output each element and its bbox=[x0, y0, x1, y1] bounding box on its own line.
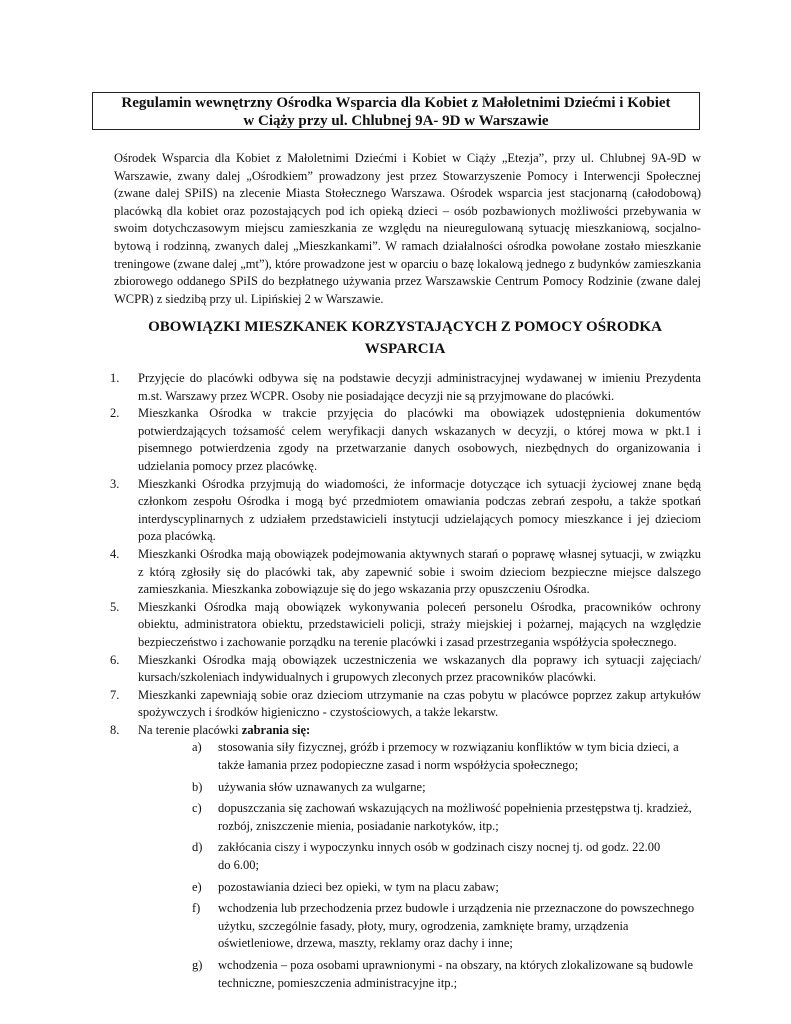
list-item bbox=[92, 405, 701, 475]
item-number: 5. bbox=[110, 599, 120, 614]
sub-letter: a) bbox=[192, 740, 202, 755]
sub-text: zakłócania ciszy i wypoczynku innych osób w godzinach ciszy nocnej tj. od godz. 22.00 bbox=[218, 840, 661, 855]
sub-letter: g) bbox=[192, 958, 203, 972]
list-item bbox=[92, 599, 701, 652]
item-number: 3. bbox=[110, 476, 120, 491]
list-item bbox=[92, 370, 701, 405]
item-text bbox=[138, 723, 310, 737]
sub-text: stosowania siły fizycznej, gróźb i przemocy w rozwiązaniu konfliktów w tym bicia dzieci, a także łamania przez podopieczne zasad i norm współżycia społecznego; bbox=[218, 740, 679, 773]
sublist-item bbox=[138, 779, 701, 797]
prohibitions-sublist bbox=[138, 739, 701, 992]
item-number: 6. bbox=[110, 652, 120, 667]
obligations-list bbox=[92, 370, 701, 996]
sub-letter: d) bbox=[192, 840, 203, 855]
sublist-item bbox=[138, 900, 701, 953]
title-line-2: w Ciąży przy ul. Chlubnej 9A- 9D w Warszawie bbox=[243, 113, 549, 129]
item-text: Mieszkanki Ośrodka przyjmują do wiadomości, że informacje dotyczące ich sytuacji życiowej znane będą członkom zespołu Ośrodka i mogą być przedmiotem omawiania podczas zebrań zespołu, a także spotkań interdyscyplinarnych z udziałem przedstawicieli instytucji udzielających pomocy mieszkance i jej dzieciom poza placówką. bbox=[138, 476, 701, 544]
sub-letter: c) bbox=[192, 801, 202, 816]
item-text: Mieszkanki Ośrodka mają obowiązek podejmowania aktywnych starań o poprawę własnej sytuacji, w związku z którą zgłosiły się do placówki tak, aby zapewnić sobie i swoim dzieciom bezpieczne miejsce dalszego zamieszkania. Mieszkanka zobowiązuje się do jego wskazania przy opuszczeniu Ośrodka. bbox=[138, 546, 701, 597]
sub-letter: b) bbox=[192, 779, 203, 794]
prohibitions-prefix: Na terenie placówki bbox=[138, 722, 242, 737]
sub-text: wchodzenia lub przechodzenia przez budowle i urządzenia nie przeznaczone do powszechnego użytku, szczególnie fasady, płoty, mury, ogrodzenia, zamknięte bramy, urządzenia oświetleniowe, drzewa, maszty, reklamy oraz dachy i inne; bbox=[218, 901, 695, 951]
sub-letter: f) bbox=[192, 901, 201, 916]
heading-line-2: WSPARCIA bbox=[364, 341, 446, 357]
prohibitions-bold-label: zabrania się: bbox=[241, 722, 311, 737]
list-item bbox=[92, 652, 701, 687]
sub-text: wchodzenia – poza osobami uprawnionymi - na obszary, na których zlokalizowane są budowle techniczne, pomieszczenia administracyjne itp.; bbox=[218, 958, 694, 990]
item-number: 7. bbox=[110, 687, 120, 702]
item-number: 1. bbox=[110, 371, 120, 385]
item-text: Mieszkanki Ośrodka mają obowiązek uczestniczenia we wskazanych dla poprawy ich sytuacji zajęciach/ kursach/szkoleniach indywidualnych i grupowych zleconych przez pracowników placówki. bbox=[138, 652, 701, 685]
item-number: 4. bbox=[110, 546, 120, 561]
sub-text: używania słów uznawanych za wulgarne; bbox=[218, 779, 426, 794]
section-heading bbox=[130, 316, 680, 360]
intro-paragraph: Ośrodek Wsparcia dla Kobiet z Małoletnimi Dziećmi i Kobiet w Ciąży „Etezja”, przy ul. Chlubnej 9A-9D w Warszawie, zwany dalej „Ośrodkiem” prowadzony jest przez Stowarzyszenie Pomocy i Interwencji Społecznej (zwane dalej SPiIS) na zlecenie Miasta Stołecznego Warszawa. Ośrodek wsparcia jest stacjonarną (całodobową) placówką dla kobiet oraz pozostających pod ich opieką dzieci – osób pozbawionych możliwości przebywania w swoim dotychczasowym miejscu zamieszkania ze względu na nieuregulowaną sytuację mieszkaniową, socjalno-bytową i rodzinną, zwanych dalej „Mieszkankami”. W ramach działalności ośrodka powołane zostało mieszkanie treningowe (zwane dalej „mt”), które prowadzone jest w oparciu o bazę lokalową jednego z budynków zamieszkania zbiorowego oddanego SPiIS do bezpłatnego używania przez Warszawskie Centrum Pomocy Rodzinie (zwane dalej WCPR) z siedzibą przy ul. Lipińskiej 2 w Warszawie. bbox=[114, 151, 701, 306]
item-text: Mieszkanki Ośrodka mają obowiązek wykonywania poleceń personelu Ośrodka, pracowników ochrony obiektu, administratora obiektu, przedstawicieli policji, straży miejskiej i pożarnej, mających na względzie bezpieczeństwo i zachowanie porządku na terenie placówki i zasad przestrzegania współżycia społecznego. bbox=[138, 599, 701, 649]
list-item bbox=[92, 687, 701, 722]
sublist-item bbox=[138, 957, 701, 992]
heading-line-1: OBOWIĄZKI MIESZKANEK KORZYSTAJĄCYCH Z POMOCY OŚRODKA bbox=[148, 319, 662, 335]
list-item bbox=[92, 546, 701, 599]
sublist-item bbox=[138, 879, 701, 897]
sub-text: dopuszczania się zachowań wskazujących na możliwość popełnienia przestępstwa tj. kradzież, rozbój, zniszczenie mienia, posiadanie narkotyków, itp.; bbox=[218, 801, 692, 833]
sub-letter: e) bbox=[192, 879, 202, 894]
sublist-item bbox=[138, 800, 701, 835]
item-number: 2. bbox=[110, 406, 120, 421]
item-text: Mieszkanka Ośrodka w trakcie przyjęcia do placówki ma obowiązek udostępnienia dokumentów potwierdzających tożsamość celem weryfikacji danych wskazanych w decyzji, o której mowa w pkt.1 i pisemnego potwierdzenia zgody na przetwarzanie danych osobowych, niezbędnych do organizowania i udzielania pomocy przez placówkę. bbox=[138, 406, 701, 473]
sub-text-continuation: do 6.00; bbox=[218, 858, 259, 873]
item-number: 8. bbox=[110, 722, 120, 737]
item-text: Przyjęcie do placówki odbywa się na podstawie decyzji administracyjnej wydawanej w imieniu Prezydenta m.st. Warszawy przez WCPR. Osoby nie posiadające decyzji nie są przyjmowane do placówki. bbox=[138, 371, 701, 403]
document-title bbox=[92, 92, 700, 130]
sub-text: pozostawiania dzieci bez opieki, w tym na placu zabaw; bbox=[218, 879, 499, 894]
sublist-item bbox=[138, 739, 701, 774]
list-item-prohibitions bbox=[92, 722, 701, 992]
sublist-item bbox=[138, 839, 701, 874]
list-item bbox=[92, 476, 701, 546]
title-line-1: Regulamin wewnętrzny Ośrodka Wsparcia dla Kobiet z Małoletnimi Dziećmi i Kobiet bbox=[121, 95, 671, 111]
item-text: Mieszkanki zapewniają sobie oraz dzieciom utrzymanie na czas pobytu w placówce poprzez zakup artykułów spożywczych i środków higieniczno - czystościowych, a także lekarstw. bbox=[138, 687, 701, 720]
